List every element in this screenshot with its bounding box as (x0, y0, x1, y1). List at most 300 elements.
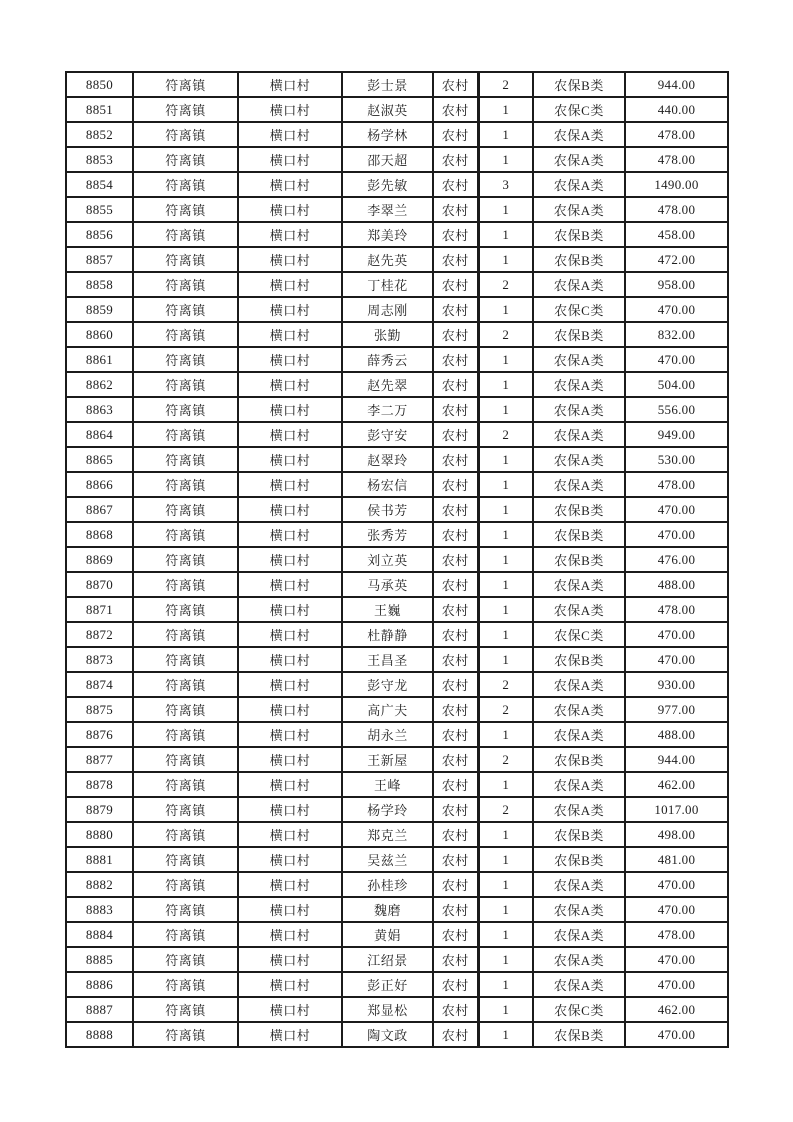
cell-town: 符离镇 (133, 797, 238, 822)
cell-serial-number: 8854 (66, 172, 133, 197)
cell-person-name: 张勤 (342, 322, 433, 347)
table-row (66, 72, 728, 97)
cell-insurance-category: 农保C类 (533, 97, 625, 122)
cell-amount: 470.00 (625, 522, 728, 547)
cell-serial-number: 8870 (66, 572, 133, 597)
cell-insurance-category: 农保A类 (533, 122, 625, 147)
cell-serial-number: 8882 (66, 872, 133, 897)
cell-serial-number: 8857 (66, 247, 133, 272)
cell-residence-type: 农村 (433, 697, 478, 722)
cell-town: 符离镇 (133, 522, 238, 547)
cell-serial-number: 8876 (66, 722, 133, 747)
cell-person-count: 1 (478, 722, 533, 747)
cell-residence-type: 农村 (433, 997, 478, 1022)
cell-person-count: 1 (478, 147, 533, 172)
cell-residence-type: 农村 (433, 147, 478, 172)
cell-person-name: 黄娟 (342, 922, 433, 947)
cell-amount: 930.00 (625, 672, 728, 697)
cell-serial-number: 8852 (66, 122, 133, 147)
cell-village: 横口村 (238, 747, 342, 772)
cell-serial-number: 8879 (66, 797, 133, 822)
cell-person-count: 1 (478, 997, 533, 1022)
cell-residence-type: 农村 (433, 847, 478, 872)
cell-amount: 470.00 (625, 347, 728, 372)
cell-serial-number: 8859 (66, 297, 133, 322)
table-row (66, 372, 728, 397)
cell-person-name: 彭守安 (342, 422, 433, 447)
cell-person-name: 王新屋 (342, 747, 433, 772)
cell-residence-type: 农村 (433, 622, 478, 647)
cell-amount: 1017.00 (625, 797, 728, 822)
cell-town: 符离镇 (133, 572, 238, 597)
cell-serial-number: 8863 (66, 397, 133, 422)
cell-town: 符离镇 (133, 422, 238, 447)
cell-insurance-category: 农保B类 (533, 72, 625, 97)
cell-residence-type: 农村 (433, 272, 478, 297)
cell-amount: 498.00 (625, 822, 728, 847)
table-row (66, 122, 728, 147)
cell-amount: 488.00 (625, 572, 728, 597)
table-row (66, 272, 728, 297)
cell-village: 横口村 (238, 647, 342, 672)
cell-insurance-category: 农保B类 (533, 322, 625, 347)
cell-person-count: 1 (478, 972, 533, 997)
cell-person-count: 1 (478, 122, 533, 147)
cell-serial-number: 8883 (66, 897, 133, 922)
cell-amount: 556.00 (625, 397, 728, 422)
cell-person-name: 高广夫 (342, 697, 433, 722)
cell-person-count: 2 (478, 72, 533, 97)
cell-village: 横口村 (238, 397, 342, 422)
cell-residence-type: 农村 (433, 572, 478, 597)
cell-insurance-category: 农保A类 (533, 147, 625, 172)
cell-insurance-category: 农保B类 (533, 847, 625, 872)
cell-residence-type: 农村 (433, 372, 478, 397)
table-row (66, 997, 728, 1022)
cell-serial-number: 8881 (66, 847, 133, 872)
cell-residence-type: 农村 (433, 747, 478, 772)
cell-person-name: 王巍 (342, 597, 433, 622)
cell-amount: 944.00 (625, 72, 728, 97)
cell-town: 符离镇 (133, 247, 238, 272)
cell-village: 横口村 (238, 797, 342, 822)
cell-village: 横口村 (238, 572, 342, 597)
cell-serial-number: 8865 (66, 447, 133, 472)
cell-village: 横口村 (238, 247, 342, 272)
cell-town: 符离镇 (133, 197, 238, 222)
table-row (66, 722, 728, 747)
cell-village: 横口村 (238, 97, 342, 122)
cell-serial-number: 8887 (66, 997, 133, 1022)
cell-serial-number: 8856 (66, 222, 133, 247)
cell-residence-type: 农村 (433, 522, 478, 547)
cell-amount: 462.00 (625, 772, 728, 797)
cell-person-name: 赵先英 (342, 247, 433, 272)
cell-amount: 470.00 (625, 872, 728, 897)
cell-residence-type: 农村 (433, 897, 478, 922)
cell-person-name: 魏磨 (342, 897, 433, 922)
cell-insurance-category: 农保B类 (533, 522, 625, 547)
cell-person-count: 1 (478, 647, 533, 672)
cell-person-name: 彭守龙 (342, 672, 433, 697)
cell-person-name: 陶文政 (342, 1022, 433, 1047)
benefits-table (65, 71, 729, 1048)
cell-serial-number: 8875 (66, 697, 133, 722)
cell-insurance-category: 农保B类 (533, 647, 625, 672)
cell-serial-number: 8861 (66, 347, 133, 372)
cell-amount: 977.00 (625, 697, 728, 722)
cell-person-count: 1 (478, 547, 533, 572)
cell-village: 横口村 (238, 972, 342, 997)
cell-town: 符离镇 (133, 447, 238, 472)
cell-insurance-category: 农保B类 (533, 547, 625, 572)
cell-person-count: 1 (478, 472, 533, 497)
table-row (66, 422, 728, 447)
cell-town: 符离镇 (133, 972, 238, 997)
cell-residence-type: 农村 (433, 97, 478, 122)
cell-residence-type: 农村 (433, 647, 478, 672)
cell-serial-number: 8866 (66, 472, 133, 497)
cell-village: 横口村 (238, 622, 342, 647)
cell-insurance-category: 农保A类 (533, 872, 625, 897)
cell-person-name: 彭正好 (342, 972, 433, 997)
table-row (66, 972, 728, 997)
cell-serial-number: 8880 (66, 822, 133, 847)
cell-insurance-category: 农保A类 (533, 447, 625, 472)
cell-insurance-category: 农保B类 (533, 222, 625, 247)
cell-serial-number: 8885 (66, 947, 133, 972)
cell-residence-type: 农村 (433, 247, 478, 272)
cell-town: 符离镇 (133, 847, 238, 872)
cell-insurance-category: 农保A类 (533, 897, 625, 922)
cell-person-name: 薛秀云 (342, 347, 433, 372)
cell-amount: 504.00 (625, 372, 728, 397)
cell-residence-type: 农村 (433, 347, 478, 372)
cell-town: 符离镇 (133, 147, 238, 172)
cell-amount: 949.00 (625, 422, 728, 447)
cell-residence-type: 农村 (433, 972, 478, 997)
cell-village: 横口村 (238, 472, 342, 497)
cell-person-count: 2 (478, 672, 533, 697)
cell-person-count: 1 (478, 522, 533, 547)
cell-serial-number: 8853 (66, 147, 133, 172)
cell-amount: 458.00 (625, 222, 728, 247)
cell-person-name: 张秀芳 (342, 522, 433, 547)
cell-town: 符离镇 (133, 822, 238, 847)
cell-serial-number: 8850 (66, 72, 133, 97)
cell-village: 横口村 (238, 497, 342, 522)
cell-town: 符离镇 (133, 472, 238, 497)
table-row (66, 622, 728, 647)
cell-residence-type: 农村 (433, 297, 478, 322)
cell-serial-number: 8867 (66, 497, 133, 522)
cell-person-name: 胡永兰 (342, 722, 433, 747)
cell-insurance-category: 农保A类 (533, 347, 625, 372)
cell-village: 横口村 (238, 172, 342, 197)
cell-insurance-category: 农保B类 (533, 747, 625, 772)
cell-village: 横口村 (238, 847, 342, 872)
cell-amount: 470.00 (625, 1022, 728, 1047)
cell-person-name: 孙桂珍 (342, 872, 433, 897)
cell-residence-type: 农村 (433, 772, 478, 797)
table-row (66, 172, 728, 197)
cell-person-count: 3 (478, 172, 533, 197)
table-row (66, 497, 728, 522)
cell-amount: 478.00 (625, 147, 728, 172)
cell-town: 符离镇 (133, 547, 238, 572)
cell-insurance-category: 农保A类 (533, 722, 625, 747)
cell-town: 符离镇 (133, 122, 238, 147)
cell-residence-type: 农村 (433, 722, 478, 747)
cell-village: 横口村 (238, 147, 342, 172)
table-row (66, 872, 728, 897)
cell-residence-type: 农村 (433, 122, 478, 147)
cell-serial-number: 8868 (66, 522, 133, 547)
table-row (66, 297, 728, 322)
cell-person-count: 1 (478, 397, 533, 422)
cell-person-count: 1 (478, 372, 533, 397)
cell-person-name: 刘立英 (342, 547, 433, 572)
table-row (66, 922, 728, 947)
cell-serial-number: 8869 (66, 547, 133, 572)
cell-person-count: 1 (478, 222, 533, 247)
cell-village: 横口村 (238, 372, 342, 397)
table-row (66, 472, 728, 497)
table-row (66, 697, 728, 722)
cell-village: 横口村 (238, 272, 342, 297)
cell-village: 横口村 (238, 222, 342, 247)
cell-insurance-category: 农保A类 (533, 272, 625, 297)
table-row (66, 147, 728, 172)
cell-town: 符离镇 (133, 897, 238, 922)
cell-residence-type: 农村 (433, 797, 478, 822)
cell-person-name: 赵淑英 (342, 97, 433, 122)
cell-residence-type: 农村 (433, 597, 478, 622)
cell-person-count: 1 (478, 622, 533, 647)
cell-residence-type: 农村 (433, 672, 478, 697)
cell-village: 横口村 (238, 422, 342, 447)
cell-town: 符离镇 (133, 397, 238, 422)
cell-residence-type: 农村 (433, 172, 478, 197)
table-row (66, 822, 728, 847)
cell-residence-type: 农村 (433, 422, 478, 447)
table-row (66, 747, 728, 772)
cell-town: 符离镇 (133, 372, 238, 397)
cell-residence-type: 农村 (433, 1022, 478, 1047)
cell-person-name: 杨宏信 (342, 472, 433, 497)
cell-amount: 470.00 (625, 497, 728, 522)
table-row (66, 897, 728, 922)
cell-insurance-category: 农保A类 (533, 922, 625, 947)
cell-town: 符离镇 (133, 172, 238, 197)
cell-amount: 440.00 (625, 97, 728, 122)
table-row (66, 447, 728, 472)
cell-amount: 472.00 (625, 247, 728, 272)
cell-person-name: 王峰 (342, 772, 433, 797)
cell-amount: 470.00 (625, 972, 728, 997)
cell-person-name: 杨学林 (342, 122, 433, 147)
cell-serial-number: 8860 (66, 322, 133, 347)
cell-village: 横口村 (238, 447, 342, 472)
cell-person-count: 1 (478, 572, 533, 597)
cell-town: 符离镇 (133, 772, 238, 797)
cell-village: 横口村 (238, 872, 342, 897)
table-row (66, 347, 728, 372)
cell-town: 符离镇 (133, 647, 238, 672)
cell-amount: 476.00 (625, 547, 728, 572)
cell-town: 符离镇 (133, 747, 238, 772)
cell-insurance-category: 农保A类 (533, 697, 625, 722)
cell-residence-type: 农村 (433, 472, 478, 497)
cell-village: 横口村 (238, 922, 342, 947)
cell-person-name: 丁桂花 (342, 272, 433, 297)
cell-insurance-category: 农保A类 (533, 797, 625, 822)
cell-person-count: 1 (478, 872, 533, 897)
cell-village: 横口村 (238, 897, 342, 922)
cell-serial-number: 8888 (66, 1022, 133, 1047)
cell-serial-number: 8873 (66, 647, 133, 672)
cell-town: 符离镇 (133, 622, 238, 647)
cell-person-count: 1 (478, 247, 533, 272)
cell-residence-type: 农村 (433, 822, 478, 847)
cell-person-name: 马承英 (342, 572, 433, 597)
cell-town: 符离镇 (133, 297, 238, 322)
table-row (66, 1022, 728, 1047)
table-row (66, 572, 728, 597)
cell-amount: 530.00 (625, 447, 728, 472)
cell-amount: 944.00 (625, 747, 728, 772)
cell-residence-type: 农村 (433, 72, 478, 97)
cell-residence-type: 农村 (433, 222, 478, 247)
cell-amount: 478.00 (625, 197, 728, 222)
cell-amount: 478.00 (625, 472, 728, 497)
cell-person-name: 郑显松 (342, 997, 433, 1022)
cell-village: 横口村 (238, 72, 342, 97)
table-row (66, 772, 728, 797)
cell-residence-type: 农村 (433, 197, 478, 222)
cell-person-count: 2 (478, 697, 533, 722)
cell-amount: 470.00 (625, 947, 728, 972)
cell-village: 横口村 (238, 547, 342, 572)
cell-insurance-category: 农保A类 (533, 397, 625, 422)
cell-village: 横口村 (238, 522, 342, 547)
cell-person-name: 吴兹兰 (342, 847, 433, 872)
cell-town: 符离镇 (133, 722, 238, 747)
cell-town: 符离镇 (133, 947, 238, 972)
cell-village: 横口村 (238, 697, 342, 722)
cell-insurance-category: 农保A类 (533, 947, 625, 972)
cell-serial-number: 8878 (66, 772, 133, 797)
cell-residence-type: 农村 (433, 322, 478, 347)
cell-serial-number: 8877 (66, 747, 133, 772)
cell-village: 横口村 (238, 122, 342, 147)
cell-amount: 470.00 (625, 647, 728, 672)
table-row (66, 97, 728, 122)
cell-person-name: 江绍景 (342, 947, 433, 972)
cell-town: 符离镇 (133, 347, 238, 372)
cell-amount: 470.00 (625, 297, 728, 322)
cell-person-name: 李二万 (342, 397, 433, 422)
cell-person-count: 2 (478, 272, 533, 297)
cell-serial-number: 8874 (66, 672, 133, 697)
cell-village: 横口村 (238, 347, 342, 372)
cell-insurance-category: 农保A类 (533, 572, 625, 597)
cell-residence-type: 农村 (433, 397, 478, 422)
cell-town: 符离镇 (133, 697, 238, 722)
cell-serial-number: 8871 (66, 597, 133, 622)
cell-person-count: 1 (478, 847, 533, 872)
cell-person-name: 王昌圣 (342, 647, 433, 672)
table-row (66, 547, 728, 572)
cell-person-name: 杨学玲 (342, 797, 433, 822)
cell-insurance-category: 农保B类 (533, 822, 625, 847)
cell-village: 横口村 (238, 672, 342, 697)
cell-town: 符离镇 (133, 672, 238, 697)
cell-residence-type: 农村 (433, 497, 478, 522)
table-row (66, 947, 728, 972)
table-row (66, 247, 728, 272)
cell-amount: 470.00 (625, 897, 728, 922)
cell-insurance-category: 农保C类 (533, 297, 625, 322)
cell-insurance-category: 农保A类 (533, 772, 625, 797)
cell-residence-type: 农村 (433, 547, 478, 572)
cell-person-count: 1 (478, 772, 533, 797)
cell-residence-type: 农村 (433, 922, 478, 947)
cell-person-count: 1 (478, 1022, 533, 1047)
cell-person-name: 周志刚 (342, 297, 433, 322)
cell-insurance-category: 农保A类 (533, 472, 625, 497)
cell-village: 横口村 (238, 197, 342, 222)
cell-amount: 481.00 (625, 847, 728, 872)
cell-person-count: 1 (478, 597, 533, 622)
cell-insurance-category: 农保B类 (533, 247, 625, 272)
cell-amount: 478.00 (625, 122, 728, 147)
cell-person-name: 彭先敏 (342, 172, 433, 197)
cell-town: 符离镇 (133, 322, 238, 347)
cell-serial-number: 8886 (66, 972, 133, 997)
cell-village: 横口村 (238, 297, 342, 322)
cell-insurance-category: 农保A类 (533, 597, 625, 622)
cell-residence-type: 农村 (433, 947, 478, 972)
cell-amount: 478.00 (625, 922, 728, 947)
table-row (66, 647, 728, 672)
cell-serial-number: 8858 (66, 272, 133, 297)
table-row (66, 672, 728, 697)
cell-residence-type: 农村 (433, 872, 478, 897)
cell-town: 符离镇 (133, 272, 238, 297)
table-body (66, 72, 728, 1047)
cell-person-name: 赵先翠 (342, 372, 433, 397)
cell-village: 横口村 (238, 947, 342, 972)
cell-person-count: 2 (478, 797, 533, 822)
cell-village: 横口村 (238, 722, 342, 747)
cell-insurance-category: 农保A类 (533, 197, 625, 222)
cell-serial-number: 8864 (66, 422, 133, 447)
table-row (66, 522, 728, 547)
cell-town: 符离镇 (133, 1022, 238, 1047)
cell-amount: 462.00 (625, 997, 728, 1022)
cell-insurance-category: 农保C类 (533, 997, 625, 1022)
cell-person-count: 2 (478, 747, 533, 772)
cell-insurance-category: 农保B类 (533, 1022, 625, 1047)
cell-insurance-category: 农保A类 (533, 172, 625, 197)
cell-person-count: 1 (478, 347, 533, 372)
cell-serial-number: 8851 (66, 97, 133, 122)
cell-person-name: 邵天超 (342, 147, 433, 172)
cell-insurance-category: 农保A类 (533, 372, 625, 397)
table-row (66, 797, 728, 822)
cell-insurance-category: 农保A类 (533, 972, 625, 997)
